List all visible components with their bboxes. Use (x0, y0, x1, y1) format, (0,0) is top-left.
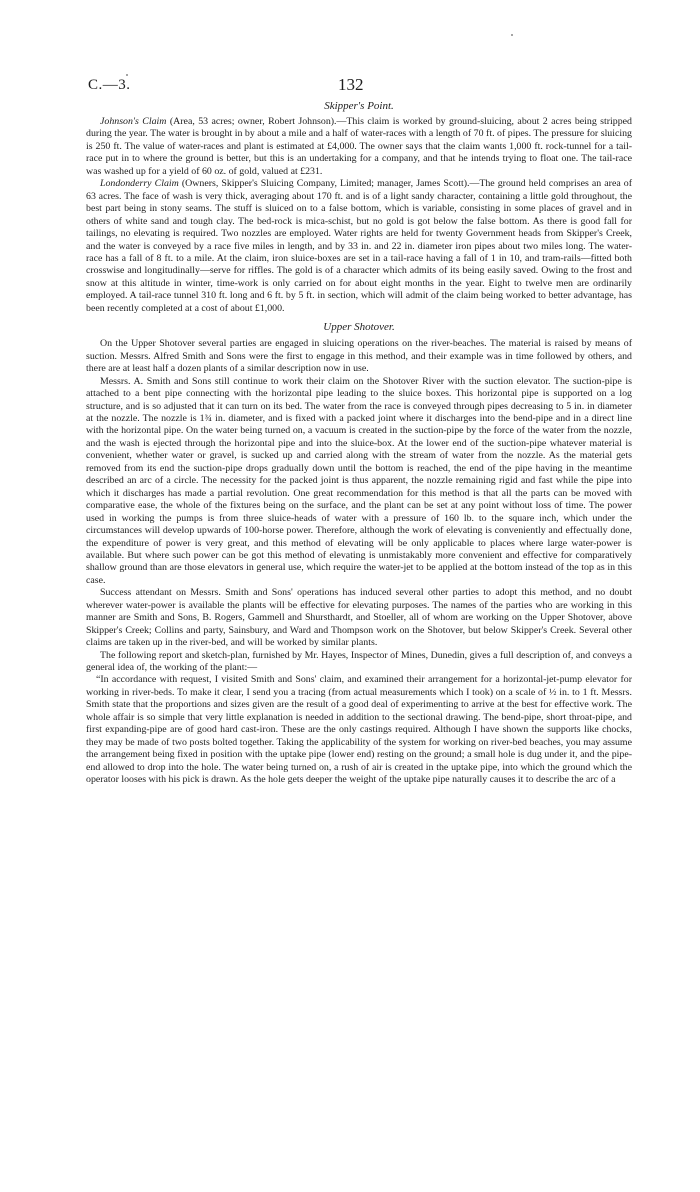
scan-speck (126, 74, 128, 76)
paragraph-suction-elevator: Messrs. A. Smith and Sons still continue to work their claim on the Shotover River with the suction elevator. The suction-pipe is attached to a bent pipe connecting with the horizontal pipe leading to the sluice boxes. This horizontal pipe is supported on a log structure, and is so adjusted that it can turn on its bed. The water from the race is conveyed through pipes decreasing to 5 in. in diameter at the nozzle. The nozzle is 1¾ in. diameter, and is fixed with a packed joint where it discharges into the bend-pipe and in a direct line with the horizontal pipe. On the water being turned on, a vacuum is created in the suction-pipe by the force of the water from the nozzle, and the wash is ejected through the horizontal pipe and into the sluice-box. At the lower end of the suction-pipe whatever material is convenient, whether water or gravel, is sucked up and carried along with the stream of water from the nozzle. As the material gets removed from its end the suction-pipe drops gradually down until the bottom is reached, the end of the pipe having in the meantime described an arc of a circle. The necessity for the packed joint is thus apparent, the nozzle remaining rigid and fast while the pipe into which it discharges has made a partial revolution. One great recommendation for this method is that all the parts can be moved with comparative ease, the whole of the fixtures being on the surface, and the plant can be set at any point without loss of time. The power used in working the pumps is from three sluice-heads of water with a pressure of 160 lb. to the square inch, which under the circumstances will develop upwards of 100-horse power. Therefore, although the work of elevating is conveniently and effectually done, the expenditure of power is very great, and this method of elevating will be only applicable to places where large water-power is available. But where such power can be got this method of elevating is unmistakably more convenient and effective for comparatively shallow ground than are those elevators in general use, which require the water-jet to be applied at the bottom instead of the top as in this case. (86, 375, 632, 586)
paragraph-text: (Area, 53 acres; owner, Robert Johnson).—This claim is worked by ground-sluicing, about 2 acres being stripped during the year. The water is brought in by about a mile and a half of water-races with a length of 70 ft. of pipes. The pressure for sluicing is 250 ft. The value of water-races and plant is estimated at £4,000. The owner says that the claim wants 1,000 ft. rock-tunnel for a tail-race put in to where the ground is better, but this is an undertaking for a company, and that he intends trying to float one. The tail-race was washed up for a yield of 60 oz. of gold, valued at £231. (86, 116, 632, 177)
scan-speck (511, 34, 513, 36)
claim-name: Johnson's Claim (100, 116, 167, 127)
paragraph-other-parties: Success attendant on Messrs. Smith and Sons' operations has induced several other parties to adopt this method, and no doubt wherever water-power is available the plants will be effective for elevating purposes. The names of the parties who are working in this manner are Smith and Sons, B. Rogers, Gammell and Shursthardt, and Stoeller, all of whom are working on the Upper Shotover, above Skipper's Creek; Collins and party, Sainsbury, and Ward and Thompson work on the Shotover, but below Skipper's Creek. Several other claims are taken up in the river-bed, and will be worked by similar plants. (86, 587, 632, 649)
page-number: 132 (338, 75, 364, 94)
claim-name: Londonderry Claim (100, 178, 179, 190)
section-heading-skippers-point: Skipper's Point. (324, 100, 394, 112)
section-heading-upper-shotover: Upper Shotover. (323, 321, 395, 334)
paragraph-johnsons-claim (86, 116, 632, 178)
paragraph-hayes-report-quote: “In accordance with request, I visited Smith and Sons' claim, and examined their arrangement for a horizontal-jet-pump elevator for working in river-beds. To make it clear, I send you a tracing (from actual measurements which I took) on a scale of ½ in. to 1 ft. Messrs. Smith state that the proportions and sizes given are the result of a good deal of experimenting to arrive at the best for effective work. The whole affair is so simple that very little explanation is needed in addition to the sectional drawing. The bend-pipe, short throat-pipe, and first expanding-pipe are of good hard cast-iron. These are the only castings required. Although I have shown the supports like chocks, they may be made of two posts bolted together. Taking the applicability of the system for working on river-bed beaches, you may assume the arrangement being fixed in position with the uptake pipe (lower end) resting on the ground; a small hole is dug under it, and the pipe-end allowed to drop into the hole. The water being turned on, a rush of air is created in the uptake pipe, into which the ground which the operator looses with his pick is drawn. As the hole gets deeper the weight of the uptake pipe naturally causes it to describe the arc of a (86, 674, 632, 786)
paragraph-hayes-report-intro: The following report and sketch-plan, furnished by Mr. Hayes, Inspector of Mines, Dunedin, gives a full description of, and conveys a general idea of, the working of the plant:— (86, 649, 632, 674)
paragraph-text: (Owners, Skipper's Sluicing Company, Limited; manager, James Scott).—The ground held comprises an area of 63 acres. The face of wash is very thick, averaging about 170 ft. and is of a light sandy character, containing a little gold throughout, the best part being in stony seams. The stuff is sluiced on to a false bottom, which is variable, consisting in some places of gravel and in others of white sand and tough clay. The bed-rock is mica-schist, but no gold is got below the false bottom. As there is good fall for tailings, no elevating is required. Two nozzles are employed. Water rights are held for twenty Government heads from Skipper's Creek, and the water is conveyed by a race five miles in length, and by 33 in. and 22 in. diameter iron pipes about two miles long. The water-race has a fall of 8 ft. to a mile. At the claim, iron sluice-boxes are set in a tail-race having a fall of 1 in 10, and tram-rails—fitted both crosswise and longitudinally—serve for riffles. The gold is of a character which admits of its being easily saved. Owing to the frost and snow at this altitude in winter, time-work is only carried on for about eight months in the year. Eight to twelve men are ordinarily employed. A tail-race tunnel 310 ft. long and 6 ft. by 5 ft. in section, which will admit of the claim being worked to better advantage, has been recently completed at a cost of about £1,000. (86, 178, 633, 314)
page-body (86, 99, 632, 787)
paragraph-londonderry-claim (86, 178, 632, 315)
paragraph-suction-intro: On the Upper Shotover several parties are engaged in sluicing operations on the river-beaches. The material is raised by means of suction. Messrs. Alfred Smith and Sons were the first to engage in this method, and their example was in time followed by others, and there are at least half a dozen plants of a similar description now in use. (86, 338, 632, 375)
document-reference: C.—3. (88, 77, 131, 93)
